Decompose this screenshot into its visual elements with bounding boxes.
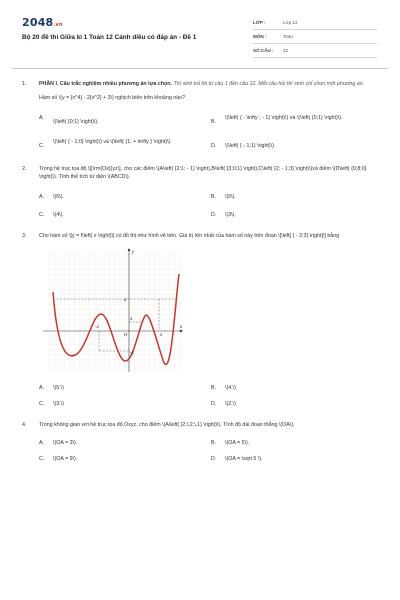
option-label: C. — [39, 456, 45, 462]
option-text: \(\left( {0;1} \right)\). — [53, 119, 99, 125]
option-label: D. — [211, 456, 217, 462]
option-a[interactable] — [39, 114, 209, 126]
question-stem: Trong không gian với hệ trục tọa độ Oxyz, cho điểm \(A\left( {2;\,2;\,1} \right)\). Tính độ dài đoạn thẳng \(OA\). — [39, 422, 295, 428]
answer-options — [39, 439, 382, 463]
function-graph — [39, 244, 189, 376]
document-title: Bộ 20 đề thi Giữa kì 1 Toán 12 Cánh diều có đáp án - Đề 1 — [22, 34, 197, 41]
tick-label-y4: 4 — [124, 297, 127, 302]
option-label: B. — [211, 119, 217, 125]
option-label: D. — [211, 212, 217, 218]
question-number: 3. — [22, 233, 27, 239]
tick-label-xm2: -2 — [95, 324, 99, 329]
option-b[interactable] — [211, 114, 381, 126]
option-label: D. — [211, 401, 217, 407]
option-a[interactable] — [39, 193, 209, 201]
part-heading: PHẦN I. Câu trắc nghiệm nhiều phương án lựa chọn. — [39, 81, 172, 87]
option-label: C. — [39, 212, 45, 218]
question-4 — [22, 421, 382, 463]
tick-label-ym2: -2 — [130, 350, 134, 355]
question-1 — [22, 80, 382, 150]
option-b[interactable] — [211, 439, 381, 447]
option-text: \(5\). — [225, 194, 236, 200]
option-text: \(\left( { - \infty ; - 1} \right)\) và \(\left( {0;1} \right)\). — [225, 115, 343, 121]
option-text: \(3.\) — [53, 401, 64, 407]
option-label: B. — [211, 440, 217, 446]
option-label: C. — [39, 143, 45, 149]
question-3 — [22, 232, 382, 408]
part-instruction: Thí sinh trả lời từ câu 1 đến câu 12. Mỗi câu hỏi thí sinh chỉ chọn một phương án. — [171, 81, 365, 87]
y-axis-arrow — [128, 248, 131, 251]
function-graph-svg — [39, 244, 189, 376]
site-logo[interactable] — [22, 16, 63, 29]
option-text: \(OA = \sqrt 5 \). — [225, 456, 263, 462]
option-b[interactable] — [211, 193, 381, 201]
option-text: \(4\). — [53, 212, 64, 218]
option-label: A. — [39, 385, 45, 391]
meta-row-class — [253, 16, 377, 30]
x-axis-label: x — [180, 325, 183, 330]
option-b[interactable] — [211, 384, 381, 392]
question-number: 4. — [22, 422, 27, 428]
option-c[interactable] — [39, 400, 209, 408]
header-divider — [12, 68, 388, 69]
question-2 — [22, 165, 382, 219]
option-a[interactable] — [39, 439, 209, 447]
option-d[interactable] — [211, 211, 381, 219]
meta-value: Toán — [283, 34, 293, 39]
option-text: \(4.\) — [225, 385, 236, 391]
option-label: A. — [39, 194, 45, 200]
option-d[interactable] — [211, 138, 381, 150]
question-number: 2. — [22, 166, 27, 172]
meta-value: Lớp 12 — [283, 20, 298, 25]
meta-key: SỐ CÂU : — [253, 48, 274, 53]
option-text: \(OA = 9\). — [53, 456, 78, 462]
option-c[interactable] — [39, 138, 209, 150]
exam-content — [0, 80, 400, 463]
option-c[interactable] — [39, 455, 209, 463]
question-stem: Trong hệ trục tọa độ \[{\rm{Ox}}yz\], cho các điểm \(A\left( {2;1; - 1} \right),B\left( {3;0;1} \right),C\left( {2; - 1;3} \right)\)và điểm \(D\left( {0;8;0} \right)\). Tính thể tích tứ diện \(ABCD\). — [39, 166, 367, 180]
option-d[interactable] — [211, 400, 381, 408]
meta-row-count — [253, 44, 377, 58]
option-c[interactable] — [39, 211, 209, 219]
option-text: \(\left( { - 1;1} \right)\). — [225, 143, 276, 149]
tick-label-x2: 2 — [160, 332, 163, 337]
option-label: D. — [211, 143, 217, 149]
option-d[interactable] — [211, 455, 381, 463]
option-label: B. — [211, 194, 217, 200]
option-text: \(\left( { - 1;0} \right)\) và \(\left( {1; + \infty } \right)\). — [53, 139, 172, 145]
option-text: \(3\). — [225, 212, 236, 218]
option-text: \(OA = 5\). — [225, 440, 250, 446]
option-text: \(5.\) — [53, 385, 64, 391]
logo-text: 2048 — [22, 16, 54, 29]
meta-key: LỚP : — [253, 20, 266, 25]
option-label: B. — [211, 385, 217, 391]
meta-value: 22 — [283, 48, 289, 53]
meta-row-subject — [253, 30, 377, 44]
option-label: A. — [39, 440, 45, 446]
question-stem: Hàm số \(y = {x^4} - 2{x^2} + 3\) nghịch biến trên khoảng nào? — [39, 95, 186, 101]
option-a[interactable] — [39, 384, 209, 392]
question-stem: Cho hàm số \[y = f\left( x \right)\] có đồ thị như hình vẽ bên. Giá trị lớn nhất của hàm số này trên đoạn \[\left[ { - 2;3} \right]\] bằng — [39, 233, 340, 239]
y-axis-label: y — [132, 250, 135, 255]
question-number: 1. — [22, 81, 27, 87]
question-body — [39, 80, 382, 102]
option-label: C. — [39, 401, 45, 407]
logo-suffix: .vn — [53, 22, 63, 28]
tick-label-y2: 2 — [130, 316, 133, 321]
option-text: \(6\). — [53, 194, 64, 200]
answer-options — [39, 114, 382, 150]
answer-options — [39, 193, 382, 219]
option-label: A. — [39, 115, 45, 121]
option-text: \(2.\) — [225, 401, 236, 407]
answer-options — [39, 384, 382, 408]
document-meta — [253, 16, 377, 58]
option-text: \(OA = 3\). — [53, 440, 78, 446]
meta-key: MÔN : — [253, 34, 267, 39]
origin-label: O — [124, 332, 128, 337]
